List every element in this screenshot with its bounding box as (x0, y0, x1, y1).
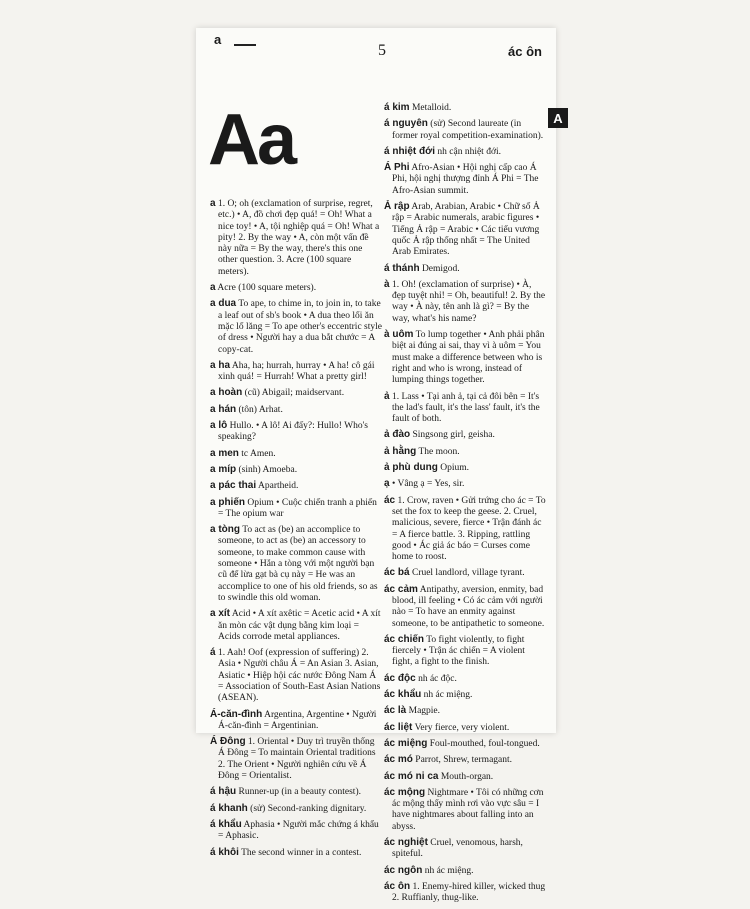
dictionary-entry (384, 584, 546, 630)
dictionary-entry (384, 495, 546, 564)
entry-headword: à (384, 278, 390, 290)
dictionary-entry (384, 673, 546, 685)
entry-definition: (sử) Second laureate (in former royal competition-examination). (392, 119, 544, 141)
entry-headword: á (210, 647, 216, 659)
entry-headword: Ả rập (384, 201, 410, 213)
dictionary-entry (210, 803, 382, 815)
dictionary-entry (210, 709, 382, 733)
entry-definition: nh ác miệng. (423, 690, 473, 701)
entry-headword: ác chiến (384, 633, 425, 645)
entry-definition: Parrot, Shrew, termagant. (415, 755, 513, 766)
entry-definition: nh cận nhiệt đới. (437, 146, 501, 157)
entry-definition: Nightmare • Tôi có những cơn ác mộng thấy mình rơi vào vực sâu = I have nightmares about falling into an abyss. (392, 787, 544, 832)
dictionary-entry (210, 282, 382, 294)
entry-definition: Runner-up (in a beauty contest). (238, 787, 361, 798)
dictionary-entry (384, 689, 546, 701)
entry-headword: ác ngôn (384, 864, 423, 876)
entry-definition: Cruel, venomous, harsh, spiteful. (392, 838, 523, 860)
dictionary-entry (384, 881, 546, 905)
entry-headword: Á-căn-đình (210, 708, 263, 720)
dictionary-entry (384, 263, 546, 275)
entry-headword: ác khẩu (384, 689, 422, 701)
entry-headword: á nguyên (384, 118, 428, 130)
entry-headword: ả hằng (384, 445, 417, 457)
entry-headword: ả (384, 390, 390, 402)
entry-definition: Cruel landlord, village tyrant. (411, 568, 525, 579)
entry-definition: Apartheid. (258, 481, 299, 492)
dictionary-entry (210, 404, 382, 416)
entry-definition: Demigod. (421, 263, 460, 274)
dictionary-entry (210, 647, 382, 704)
entry-definition: 1. Lass • Tại anh ả, tại cả đôi bên = It's the lad's fault, it's the lass' fault, it's the fault of both. (391, 391, 540, 425)
entry-headword: á khôi (210, 846, 239, 858)
dictionary-entry (384, 391, 546, 426)
dictionary-entry (384, 787, 546, 833)
entry-definition: Opium • Cuộc chiến tranh a phiến = The opium war (218, 497, 377, 519)
entry-headword: ác mó (384, 754, 413, 766)
entry-headword: á khanh (210, 802, 248, 814)
entry-definition: Acid • A xít axêtic = Acetic acid • A xít ăn mòn các vật dụng bằng kim loại = Acids corrode metal appliances. (218, 609, 381, 642)
entry-headword: a lô (210, 420, 228, 432)
entry-definition: Acre (100 square meters). (217, 283, 317, 294)
entry-definition: (sinh) Amoeba. (238, 464, 298, 475)
running-head-right: ác ôn (508, 44, 542, 59)
entry-definition: 1. Enemy-hired killer, wicked thug 2. Ruffianly, thug-like. (392, 881, 546, 904)
dictionary-entry (210, 360, 382, 384)
entry-headword: ác độc (384, 672, 416, 684)
dictionary-entry (210, 524, 382, 604)
entry-headword: a ha (210, 359, 231, 371)
entry-definition: Metalloid. (411, 103, 452, 113)
entry-definition: Antipathy, aversion, enmity, bad blood, ill feeling • Có ác cảm với người nào = To have an enmity against someone, to be antipathetic to someone. (392, 584, 545, 629)
dictionary-entry (384, 705, 546, 717)
dictionary-entry (384, 754, 546, 766)
entry-headword: ả phù dung (384, 462, 438, 474)
entry-definition: (cũ) Abigail; maidservant. (244, 388, 345, 399)
entry-headword: a (210, 282, 216, 294)
dictionary-entry (384, 567, 546, 579)
entry-definition: The moon. (418, 446, 460, 457)
dictionary-entry (384, 837, 546, 861)
dictionary-entry (384, 738, 546, 750)
entry-headword: a xít (210, 608, 231, 620)
entry-definition: To fight violently, to fight fiercely • Trận ác chiến = A violent fight, a fight to the finish. (392, 634, 525, 668)
entry-definition: Opium. (440, 463, 470, 474)
entry-definition: Very fierce, very violent. (414, 722, 510, 733)
entry-headword: a (210, 198, 216, 209)
entry-definition: nh ác miệng. (424, 865, 474, 876)
dictionary-entry (210, 480, 382, 492)
entry-definition: (sử) Second-ranking dignitary. (250, 803, 367, 814)
entry-headword: ác là (384, 705, 407, 717)
entry-headword: Á Phi (384, 162, 410, 174)
entry-definition: To lump together • Anh phải phân biệt ai đúng ai sai, thay vì à uôm = You must make a difference between who is right and who is wrong, instead of lumping things together. (392, 330, 545, 386)
entry-headword: à uôm (384, 329, 414, 341)
entry-headword: ác mộng (384, 786, 426, 798)
dictionary-entry (384, 462, 546, 474)
entry-definition: (tôn) Arhat. (238, 404, 283, 415)
entry-definition: Foul-mouthed, foul-tongued. (429, 738, 540, 749)
dictionary-entry (210, 420, 382, 444)
dictionary-entry (384, 201, 546, 258)
dictionary-entry (210, 736, 382, 782)
entry-headword: Á Đông (210, 736, 246, 748)
left-column (210, 198, 382, 863)
dictionary-entry (210, 198, 382, 278)
entry-headword: a phiến (210, 496, 246, 508)
dictionary-entry (210, 786, 382, 798)
entry-definition: 1. Crow, raven • Gửi trứng cho ác = To set the fox to keep the geese. 2. Cruel, malicious, severe, fierce • Trận đánh ác = A fierce battle. 3. Ripping, rattling good • Ác giả ác báo = Curses come home to roost. (392, 495, 546, 563)
dictionary-entry (384, 634, 546, 669)
section-letter: Aa (208, 100, 295, 180)
entry-headword: á khẩu (210, 818, 242, 830)
entry-definition: Arab, Arabian, Arabic • Chữ số Ả rập = Arabic numerals, arabic figures • Tiếng Ả rập = Arabic • Các tiểu vương quốc Ả rập thống nhất = The United Arab Emirates. (392, 202, 540, 258)
entry-headword: ác (384, 494, 396, 506)
entry-headword: a hoàn (210, 387, 243, 399)
dictionary-entry (384, 329, 546, 386)
entry-headword: ạ (384, 478, 390, 490)
entry-headword: a hán (210, 403, 237, 415)
entry-definition: Afro-Asian • Hội nghị cấp cao Á Phi, hội nghị thượng đỉnh Á Phi = The Afro-Asian summit. (392, 163, 539, 196)
dictionary-entry (384, 478, 546, 490)
entry-headword: a dua (210, 298, 237, 310)
dictionary-entry (384, 279, 546, 325)
entry-definition: 1. Oh! (exclamation of surprise) • À, đẹp tuyệt nhỉ! = Oh, beautiful! 2. By the way • À này, tên anh là gì? = By the way, what's his name? (391, 279, 546, 324)
entry-headword: á hậu (210, 786, 237, 798)
dictionary-entry (384, 118, 546, 142)
running-head-left: a (214, 32, 222, 47)
section-thumb-tab: A (548, 108, 568, 128)
entry-headword: ác nghiệt (384, 837, 428, 849)
entry-definition: The second winner in a contest. (241, 847, 362, 858)
entry-definition: Singsong girl, geisha. (412, 430, 495, 441)
dictionary-entry (210, 819, 382, 843)
entry-definition: tc Amen. (241, 448, 276, 459)
entry-headword: á kim (384, 102, 410, 113)
dictionary-entry (210, 387, 382, 399)
entry-headword: a pác thai (210, 480, 257, 492)
dictionary-entry (210, 464, 382, 476)
dictionary-entry (210, 497, 382, 521)
dictionary-entry (384, 446, 546, 458)
entry-definition: 1. Oriental • Duy trì truyền thống Á Đông = To maintain Oriental traditions 2. The Orient • Người nghiên cứu về Á Đông = Orientalist. (218, 737, 376, 782)
entry-definition: Mouth-organ. (440, 771, 494, 782)
dictionary-entry (384, 102, 546, 114)
entry-definition: Aphasia • Người mắc chứng á khẩu = Aphasic. (218, 819, 379, 842)
dictionary-entry (384, 722, 546, 734)
entry-definition: Argentina, Argentine • Người Á-căn-đình = Argentinian. (218, 709, 377, 731)
entry-definition: • Vâng ạ = Yes, sir. (391, 479, 465, 490)
entry-definition: 1. O; oh (exclamation of surprise, regret, etc.) • A, đồ chơi đẹp quá! = Oh! What a nice toy! • A, tội nghiệp quá = Oh! What a pity! 2. By the way • A, còn một vấn đề này nữa = By the way, there's this one other question. 3. Acre (100 square meters). (217, 199, 380, 277)
entry-headword: ả đào (384, 429, 411, 441)
entry-headword: á thánh (384, 262, 420, 274)
entry-headword: ác liệt (384, 721, 413, 733)
entry-headword: ác bá (384, 567, 410, 579)
entry-definition: Hullo. • A lô! Ai đấy?: Hullo! Who's speaking? (218, 421, 368, 443)
dictionary-entry (384, 429, 546, 441)
dictionary-entry (384, 771, 546, 783)
entry-headword: ác miệng (384, 737, 428, 749)
entry-headword: ác ôn (384, 880, 411, 892)
entry-definition: Magpie. (408, 706, 441, 717)
entry-headword: ác mó ni ca (384, 770, 439, 782)
dictionary-entry (384, 162, 546, 197)
page-number: 5 (378, 42, 386, 59)
header-rule (234, 44, 256, 46)
entry-headword: a tòng (210, 524, 240, 536)
entry-headword: a men (210, 447, 239, 459)
entry-headword: á nhiệt đới (384, 145, 436, 157)
entry-definition: To ape, to chime in, to join in, to take a leaf out of sb's book • A dua theo lối ăn mặc lố lăng = To ape other's eccentric style of dress • Người hay a dua bắt chước = A copy-cat. (218, 299, 382, 355)
entry-definition: To act as (be) an accomplice to someone, to act as (be) an accessory to someone, to make common cause with someone • Hắn a tòng với một người bạn cũ để lừa gạt bà cụ này = He was an accomplice to one of his old friends, so as to swindle this old woman. (218, 525, 378, 603)
right-column (384, 102, 546, 909)
entry-headword: a míp (210, 463, 237, 475)
dictionary-entry (210, 298, 382, 355)
dictionary-page (196, 28, 563, 904)
dictionary-entry (210, 608, 382, 643)
dictionary-entry (210, 847, 382, 859)
entry-definition: Aha, ha; hurrah, hurray • A ha! cô gái xinh quá! = Hurrah! What a pretty girl! (218, 360, 375, 383)
entry-definition: nh ác độc. (418, 673, 457, 684)
entry-definition: 1. Aah! Oof (expression of suffering) 2. Asia • Người châu Á = An Asian 3. Asian, Asiatic • Hiệp hội các nước Đông Nam Á = Association of South-East Asian Nations (ASEAN). (217, 648, 381, 704)
dictionary-entry (384, 146, 546, 158)
dictionary-entry (210, 448, 382, 460)
dictionary-entry (384, 865, 546, 877)
entry-headword: ác cảm (384, 583, 418, 595)
